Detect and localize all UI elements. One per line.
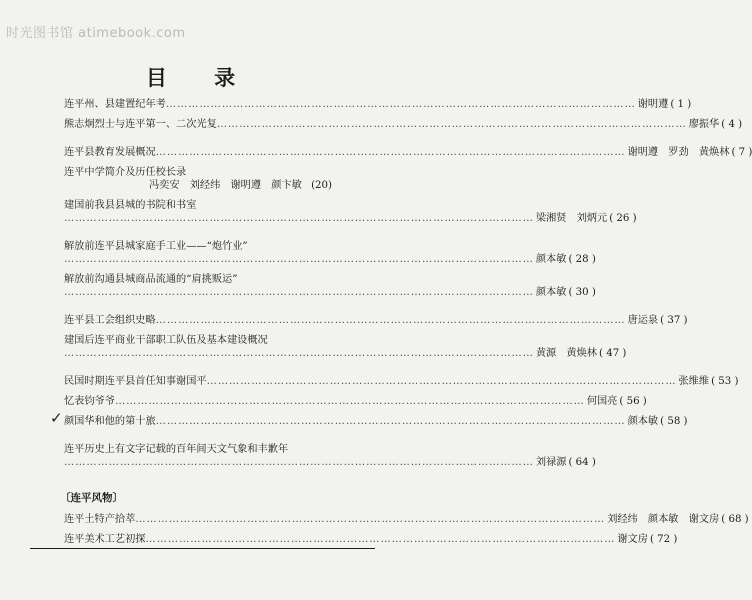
- entry-title: 解放前连平县城家庭手工业——“炮竹业”: [64, 241, 248, 252]
- entry-title: 连平美术工艺初探: [64, 534, 146, 545]
- page-title: 目 录: [145, 65, 256, 90]
- entry-author: 颜本敏: [627, 416, 659, 427]
- entry-page: ( 4 ): [721, 119, 743, 130]
- entry-author: 唐运泉: [627, 315, 659, 326]
- entry-title: 建国前我县县城的书院和书室: [64, 200, 197, 211]
- entry-page: ( 26 ): [609, 213, 637, 224]
- entry-author: 廖振华: [688, 119, 720, 130]
- entry-title: 忆表钧爷爷: [64, 396, 115, 407]
- toc-entry: [50, 409, 688, 428]
- entry-author: 颜本敏: [535, 287, 567, 298]
- leader-dots: [115, 395, 585, 408]
- entry-author: 黄源 黄焕林: [535, 348, 597, 359]
- entry-author: 刘经纬 颜本敏 谢文房: [607, 514, 720, 525]
- entry-page: ( 56 ): [619, 396, 647, 407]
- entry-page: ( 53 ): [711, 376, 739, 387]
- entry-title: 熊志炯烈士与连平第一、二次光复: [64, 119, 217, 130]
- toc-entry: [64, 443, 596, 469]
- leader-dots: [64, 212, 534, 225]
- entry-author: 颜本敏: [535, 254, 567, 265]
- toc-entry: [64, 395, 647, 408]
- entry-page: ( 1 ): [670, 99, 692, 110]
- entry-title: 民国时期连平县首任知事谢国平: [64, 376, 207, 387]
- entry-page: ( 7 ): [731, 147, 752, 158]
- leader-dots: [64, 286, 534, 299]
- entry-title: 连平中学简介及历任校长录: [64, 167, 187, 178]
- toc-entry: [64, 334, 627, 360]
- leader-dots: [64, 456, 534, 469]
- entry-author: 刘禄源: [535, 457, 567, 468]
- entry-title: 解放前沟通县城商品流通的“肩挑贩运”: [64, 274, 238, 285]
- entry-title: 连平历史上有文字记载的百年间天文气象和丰歉年: [64, 444, 289, 455]
- toc-entry: [64, 513, 749, 526]
- leader-dots: [217, 118, 687, 131]
- check-mark-icon: ✓: [50, 409, 63, 427]
- toc-entry: [64, 533, 678, 546]
- entry-author: 冯奕安 刘经纬 谢明遵 颜卞敏: [149, 180, 302, 191]
- section-heading: 〔连平风物〕: [60, 492, 123, 504]
- entry-title: 连平州、县建置纪年考: [64, 99, 166, 110]
- entry-page: ( 30 ): [568, 287, 596, 298]
- entry-author: 何国亮: [586, 396, 618, 407]
- toc-entry: [64, 166, 364, 192]
- toc-entry: [64, 375, 739, 388]
- toc-entry: [64, 98, 692, 111]
- entry-title: 连平县工会组织史略: [64, 315, 156, 326]
- leader-dots: [64, 347, 534, 360]
- entry-page: ( 47 ): [599, 348, 627, 359]
- leader-dots: [146, 533, 616, 546]
- leader-dots: [156, 314, 626, 327]
- entry-author: 张维维: [678, 376, 710, 387]
- toc-entry: [64, 240, 596, 266]
- entry-title: 连平土特产拾萃: [64, 514, 136, 525]
- leader-dots: [135, 513, 605, 526]
- entry-page: ( 64 ): [568, 457, 596, 468]
- footer-rule: [30, 548, 375, 549]
- entry-page: ( 68 ): [721, 514, 749, 525]
- leader-dots: [156, 415, 626, 428]
- toc-entry: [64, 199, 637, 225]
- leader-dots: [166, 98, 636, 111]
- toc-entry: [64, 146, 752, 159]
- toc-entry: [64, 314, 688, 327]
- entry-page: ( 58 ): [660, 416, 688, 427]
- toc-entry: [64, 273, 596, 299]
- entry-page: ( 72 ): [649, 534, 678, 545]
- entry-page: (20): [311, 180, 332, 191]
- entry-author: 谢文房: [617, 534, 648, 545]
- entry-title: 建国后连平商业干部职工队伍及基本建设概况: [64, 335, 268, 346]
- entry-title: 连平县教育发展概况: [64, 147, 156, 158]
- watermark-text: 时光图书馆 atimebook.com: [6, 26, 186, 41]
- entry-author: 谢明遵: [637, 99, 669, 110]
- entry-title: 颜国华和他的第十旅: [64, 416, 156, 427]
- entry-author: 梁湘贤 刘炳元: [535, 213, 608, 224]
- entry-page: ( 28 ): [568, 254, 596, 265]
- entry-page: ( 37 ): [660, 315, 688, 326]
- leader-dots: [156, 146, 626, 159]
- table-of-contents: [50, 98, 752, 553]
- leader-dots: [207, 375, 677, 388]
- toc-entry: [64, 118, 743, 131]
- entry-author: 谢明遵 罗劲 黄焕林: [627, 147, 730, 158]
- leader-dots: [64, 253, 534, 266]
